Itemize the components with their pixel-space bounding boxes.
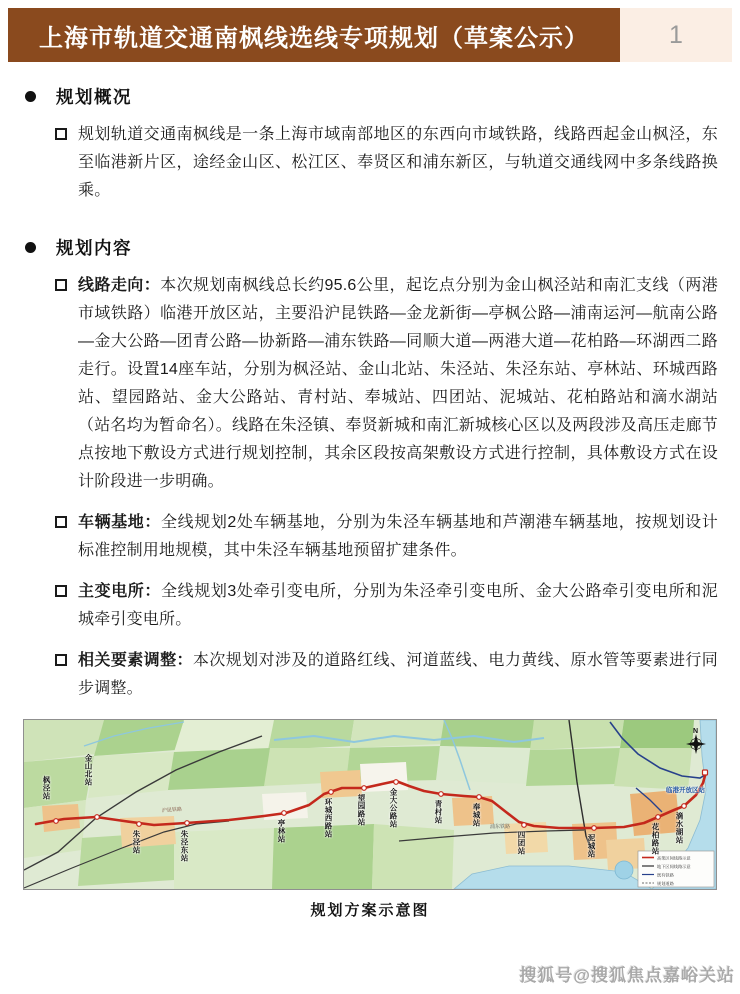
station-label: 望园路站 <box>357 794 366 826</box>
section-heading-text: 规划概况 <box>56 87 132 107</box>
map-land-patches <box>24 720 694 889</box>
paragraph-text: 规划轨道交通南枫线是一条上海市域南部地区的东西向市域铁路，线路西起金山枫泾，东至临港新片区，途经金山区、松江区、奉贤区和浦东新区，与轨道交通线网中多条线路换乘。 <box>78 126 718 199</box>
station-label: 枫泾站 <box>42 776 51 800</box>
legend-label: 既有铁路 <box>657 872 674 878</box>
page-header <box>8 8 732 62</box>
station-label: 亭林站 <box>277 819 286 843</box>
page-number: 1 <box>669 20 683 49</box>
station-label: 奉城站 <box>472 803 481 827</box>
route-map <box>23 719 717 890</box>
item-lead: 相关要素调整： <box>78 652 193 669</box>
item-lead: 线路走向： <box>78 277 161 294</box>
overview-paragraph <box>55 121 718 205</box>
station-label: 泥城站 <box>587 834 596 858</box>
station-label: 滴水湖站 <box>675 812 684 844</box>
header-title-bar <box>8 8 620 62</box>
related-elements-item <box>55 647 718 703</box>
page-title: 上海市轨道交通南枫线选线专项规划（草案公示） <box>39 24 589 52</box>
station-label: 朱泾东站 <box>180 830 189 862</box>
station-label: 朱泾站 <box>132 830 141 854</box>
item-lead: 车辆基地： <box>78 514 162 531</box>
station-label: 花柏路站 <box>651 823 660 855</box>
terminus-label: 临港开放区站 <box>666 787 705 794</box>
legend-label: 地下区间线路示意 <box>657 864 691 869</box>
substation-paragraph <box>78 578 718 634</box>
map-graphic <box>24 720 716 889</box>
station-label: 环城西路站 <box>324 798 333 838</box>
section-heading-text: 规划内容 <box>56 238 132 258</box>
square-bullet-icon <box>55 128 67 140</box>
legend-label: 规划道路 <box>657 881 674 886</box>
item-text: 全线规划2处车辆基地，分别为朱泾车辆基地和芦潮港车辆基地，按规划设计标准控制用地规模，其中朱泾车辆基地预留扩建条件。 <box>78 514 718 559</box>
item-text: 本次规划对涉及的道路红线、河道蓝线、电力黄线、原水管等要素进行同步调整。 <box>78 652 719 697</box>
watermark: 搜狐号@搜狐焦点嘉峪关站 <box>519 966 735 985</box>
route-alignment-paragraph <box>78 272 718 496</box>
square-bullet-icon <box>55 279 67 291</box>
rail-label: 浦东铁路 <box>490 824 511 830</box>
legend-label: 高架区间线路示意 <box>657 855 691 861</box>
depot-item <box>55 509 718 565</box>
item-lead: 主变电所： <box>78 583 162 600</box>
depot-paragraph <box>78 509 718 565</box>
station-label: 四团站 <box>517 831 526 855</box>
route-alignment-item <box>55 272 718 496</box>
map-caption: 规划方案示意图 <box>310 902 430 919</box>
related-elements-paragraph <box>78 647 718 703</box>
page-number-box <box>620 8 732 62</box>
section-overview-heading <box>25 84 740 109</box>
section-content-heading <box>25 235 740 260</box>
map-legend <box>638 851 714 887</box>
route-map-figure <box>23 719 717 920</box>
bullet-circle-icon <box>25 91 36 102</box>
substation-item <box>55 578 718 634</box>
square-bullet-icon <box>55 516 67 528</box>
compass-north-label: N <box>693 728 699 735</box>
overview-text <box>78 121 718 205</box>
item-text: 本次规划南枫线总长约95.6公里，起讫点分别为金山枫泾站和南汇支线（两港市域铁路）临港开放区站，主要沿沪昆铁路—金龙新街—亭枫公路—浦南运河—航南公路—金大公路—团青公路—协新路—浦东铁路—同顺大道—两港大道—花柏路—环湖西二路走行。设置14座车站，分别为枫泾站、金山北站、朱泾站、朱泾东站、亭林站、环城西路站、望园路站、金大公路站、青村站、奉城站、四团站、泥城站、花柏路站和滴水湖站（站名均为暂命名）。线路在朱泾镇、奉贤新城和南汇新城核心区以及两段涉及高压走廊节点按地下敷设方式进行规划控制，其余区段按高架敷设方式进行控制，具体敷设方式在设计阶段进一步明确。 <box>78 277 719 490</box>
item-text: 全线规划3处牵引变电所，分别为朱泾牵引变电所、金大公路牵引变电所和泥城牵引变电所。 <box>78 583 718 628</box>
station-label: 金山北站 <box>84 754 93 786</box>
bullet-circle-icon <box>25 242 36 253</box>
rail-label: 沪昆铁路 <box>161 806 183 814</box>
square-bullet-icon <box>55 654 67 666</box>
station-label: 青村站 <box>434 800 443 824</box>
square-bullet-icon <box>55 585 67 597</box>
station-label: 金大公路站 <box>389 788 398 828</box>
